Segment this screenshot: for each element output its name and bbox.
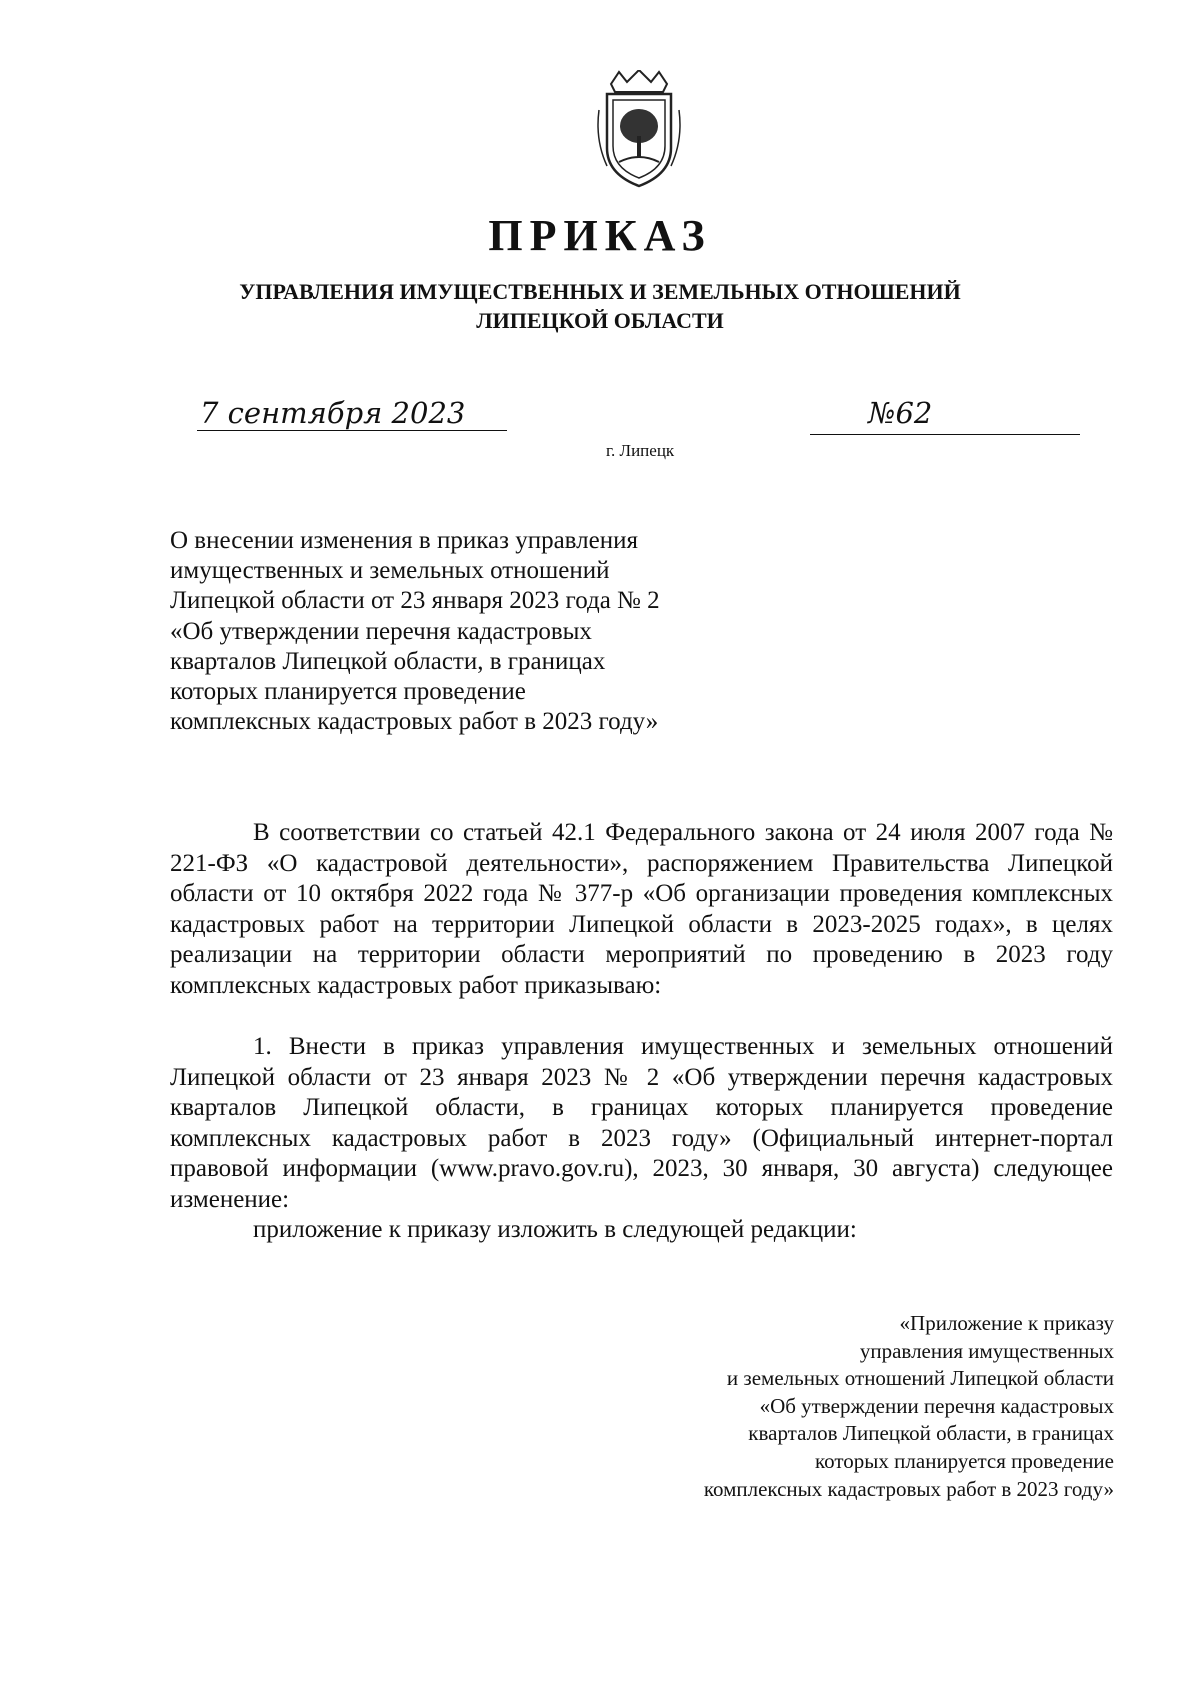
- number-underline: [810, 434, 1080, 435]
- lipetsk-coat-of-arms-icon: [593, 70, 685, 190]
- document-number: №62: [868, 396, 933, 430]
- subject-line: комплексных кадастровых работ в 2023 году»: [170, 708, 659, 736]
- document-date: 7 сентября 2023: [200, 396, 466, 430]
- appendix-header: [514, 1310, 1114, 1503]
- date-underline: [197, 430, 507, 431]
- appendix-line: комплексных кадастровых работ в 2023 году»: [703, 1476, 1114, 1501]
- subject-line: имущественных и земельных отношений: [170, 557, 610, 585]
- body-paragraph: 1. Внести в приказ управления имущественных и земельных отношений Липецкой области от 23 января 2023 № 2 «Об утверждении перечня кадастровых кварталов Липецкой области, в границах которых планируется проведение комплексных кадастровых работ в 2023 году» (Официальный интернет-портал правовой информации (www.pravo.gov.ru), 2023, 30 января, 30 августа) следующее изменение:: [170, 1033, 1113, 1213]
- appendix-line: которых планируется проведение: [815, 1448, 1114, 1473]
- body-paragraph: приложение к приказу изложить в следующей редакции:: [253, 1216, 857, 1243]
- document-body: [170, 818, 1113, 1246]
- appendix-line: «Об утверждении перечня кадастровых: [759, 1393, 1114, 1418]
- subject-line: Липецкой области от 23 января 2023 года № 2: [170, 587, 660, 615]
- document-title: ПРИКАЗ: [488, 211, 712, 260]
- document-subject: [170, 526, 790, 737]
- document-city: г. Липецк: [606, 441, 675, 460]
- org-line: ЛИПЕЦКОЙ ОБЛАСТИ: [476, 308, 724, 333]
- subject-line: которых планируется проведение: [170, 678, 526, 706]
- body-paragraph: В соответствии со статьей 42.1 Федерального закона от 24 июля 2007 года № 221-ФЗ «О кадастровой деятельности», распоряжением Правительства Липецкой области от 10 октября 2022 года № 377-р «Об организации проведения комплексных кадастровых работ на территории Липецкой области в 2023-2025 годах», в целях реализации на территории области мероприятий по проведению в 2023 году комплексных кадастровых работ приказываю:: [170, 819, 1113, 999]
- subject-line: «Об утверждении перечня кадастровых: [170, 617, 592, 645]
- appendix-line: и земельных отношений Липецкой области: [726, 1366, 1114, 1391]
- appendix-line: кварталов Липецкой области, в границах: [748, 1421, 1114, 1446]
- appendix-line: «Приложение к приказу: [899, 1311, 1114, 1335]
- issuing-organization: [0, 277, 1200, 335]
- subject-line: кварталов Липецкой области, в границах: [170, 647, 606, 675]
- org-line: УПРАВЛЕНИЯ ИМУЩЕСТВЕННЫХ И ЗЕМЕЛЬНЫХ ОТНОШЕНИЙ: [239, 279, 961, 304]
- appendix-line: управления имущественных: [859, 1338, 1114, 1363]
- subject-line: О внесении изменения в приказ управления: [170, 527, 638, 554]
